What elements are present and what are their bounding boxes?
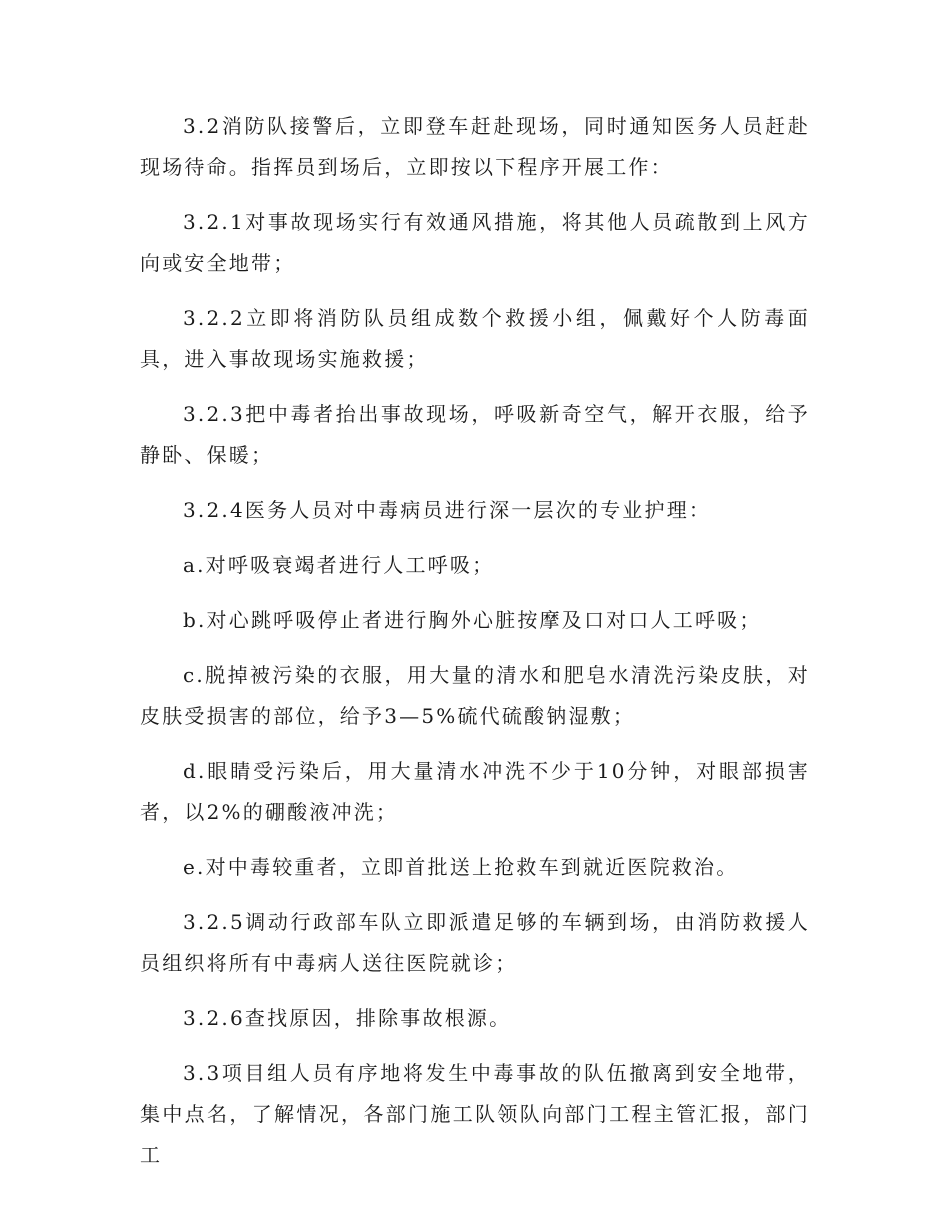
paragraph-3-2-1: 3.2.1对事故现场实行有效通风措施，将其他人员疏散到上风方向或安全地带； [140,210,810,275]
paragraph-3-2-5: 3.2.5调动行政部车队立即派遣足够的车辆到场，由消防救援人员组织将所有中毒病人送往医院就诊； [140,910,810,975]
paragraph-item-a: a.对呼吸衰竭者进行人工呼吸； [183,553,495,577]
paragraph-3-2-6: 3.2.6查找原因，排除事故根源。 [183,1006,512,1030]
paragraph-item-d: d.眼睛受污染后，用大量清水冲洗不少于10分钟，对眼部损害者，以2%的硼酸液冲洗； [140,759,810,824]
paragraph-3-2-3: 3.2.3把中毒者抬出事故现场，呼吸新奇空气，解开衣服，给予静卧、保暖； [140,402,810,467]
document-page [140,106,810,1190]
paragraph-3-3: 3.3项目组人员有序地将发生中毒事故的队伍撤离到安全地带，集中点名，了解情况，各部门施工队领队向部门工程主管汇报，部门工 [140,1061,810,1167]
paragraph-3-2-2: 3.2.2立即将消防队员组成数个救援小组，佩戴好个人防毒面具，进入事故现场实施救援； [140,306,810,371]
paragraph-item-c: c.脱掉被污染的衣服，用大量的清水和肥皂水清洗污染皮肤，对皮肤受损害的部位，给予3—5%硫代硫酸钠湿敷； [140,663,810,728]
paragraph-item-b: b.对心跳呼吸停止者进行胸外心脏按摩及口对口人工呼吸； [183,608,762,632]
paragraph-3-2-4: 3.2.4医务人员对中毒病员进行深一层次的专业护理： [183,498,712,522]
paragraph-item-e: e.对中毒较重者，立即首批送上抢救车到就近医院救治。 [183,855,739,879]
paragraph-3-2: 3.2消防队接警后，立即登车赶赴现场，同时通知医务人员赶赴现场待命。指挥员到场后，立即按以下程序开展工作： [140,114,810,179]
